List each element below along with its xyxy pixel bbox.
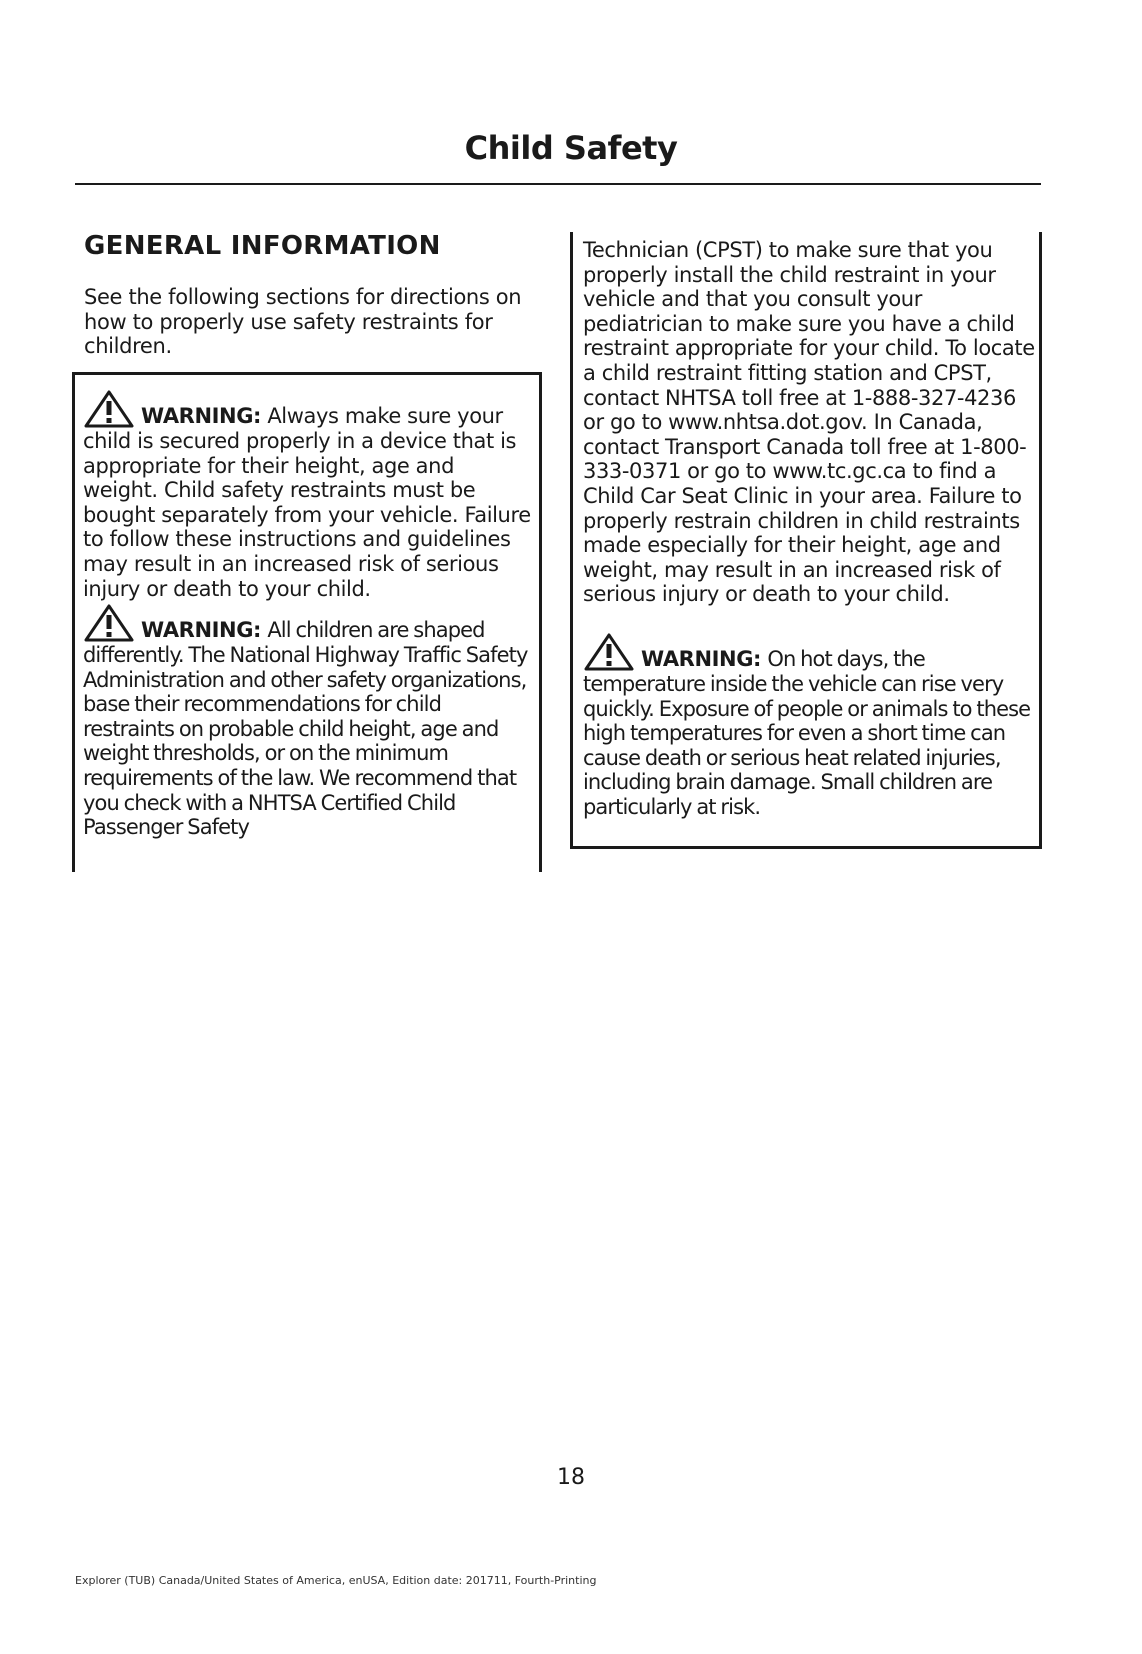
warning-2	[83, 603, 535, 840]
warning-3	[583, 632, 1035, 820]
warning-continuation: Technician (CPST) to make sure that you properly install the child restraint in your vehicle and that you consult your pediatrician to make sure you have a child restraint appropriate for your child. To locate a child restraint fitting station and CPST, contact NHTSA toll free at 1-888-327-4236 or go to www.nhtsa.dot.gov. In Canada, contact Transport Canada toll free at 1-800-333-0371 or go to www.tc.gc.ca to find a Child Car Seat Clinic in your area. Failure to properly restrain children in child restraints made especially for their height, age and weight, may result in an increased risk of serious injury or death to your child.	[583, 238, 1035, 607]
page-title: Child Safety	[464, 129, 678, 167]
warning-triangle-icon	[83, 389, 135, 429]
warning-text: Always make sure your child is secured properly in a device that is appropriate for their height, age and weight. Child safety restraints must be bought separately from your vehicle. Failure to follow these instructions and guidelines may result in an increased risk of serious injury or death to your child.	[83, 404, 531, 601]
warning-1	[83, 389, 533, 601]
warning-text: All children are shaped differently. The National Highway Traffic Safety Administration and other safety organizations, base their recommendations for child restraints on probable child height, age and weight thresholds, or on the minimum requirements of the law. We recommend that you check with a NHTSA Certified Child Passenger Safety	[83, 618, 528, 840]
warning-triangle-icon	[83, 603, 135, 643]
warning-triangle-icon	[583, 632, 635, 672]
page-number: 18	[557, 1465, 585, 1490]
section-heading: GENERAL INFORMATION	[84, 231, 441, 261]
warning-box-right	[570, 232, 1042, 849]
warning-label: WARNING:	[141, 404, 262, 428]
warning-box-left	[72, 372, 542, 872]
intro-paragraph: See the following sections for directions on how to properly use safety restraints for children.	[84, 285, 522, 359]
warning-label: WARNING:	[641, 647, 762, 671]
footer-edition-info: Explorer (TUB) Canada/United States of America, enUSA, Edition date: 201711, Fourth-Printing	[75, 1574, 597, 1587]
title-divider	[75, 183, 1041, 185]
warning-text: On hot days, the temperature inside the vehicle can rise very quickly. Exposure of people or animals to these high temperatures for even a short time can cause death or serious heat related injuries, including brain damage. Small children are particularly at risk.	[583, 647, 1031, 819]
warning-label: WARNING:	[141, 618, 262, 642]
